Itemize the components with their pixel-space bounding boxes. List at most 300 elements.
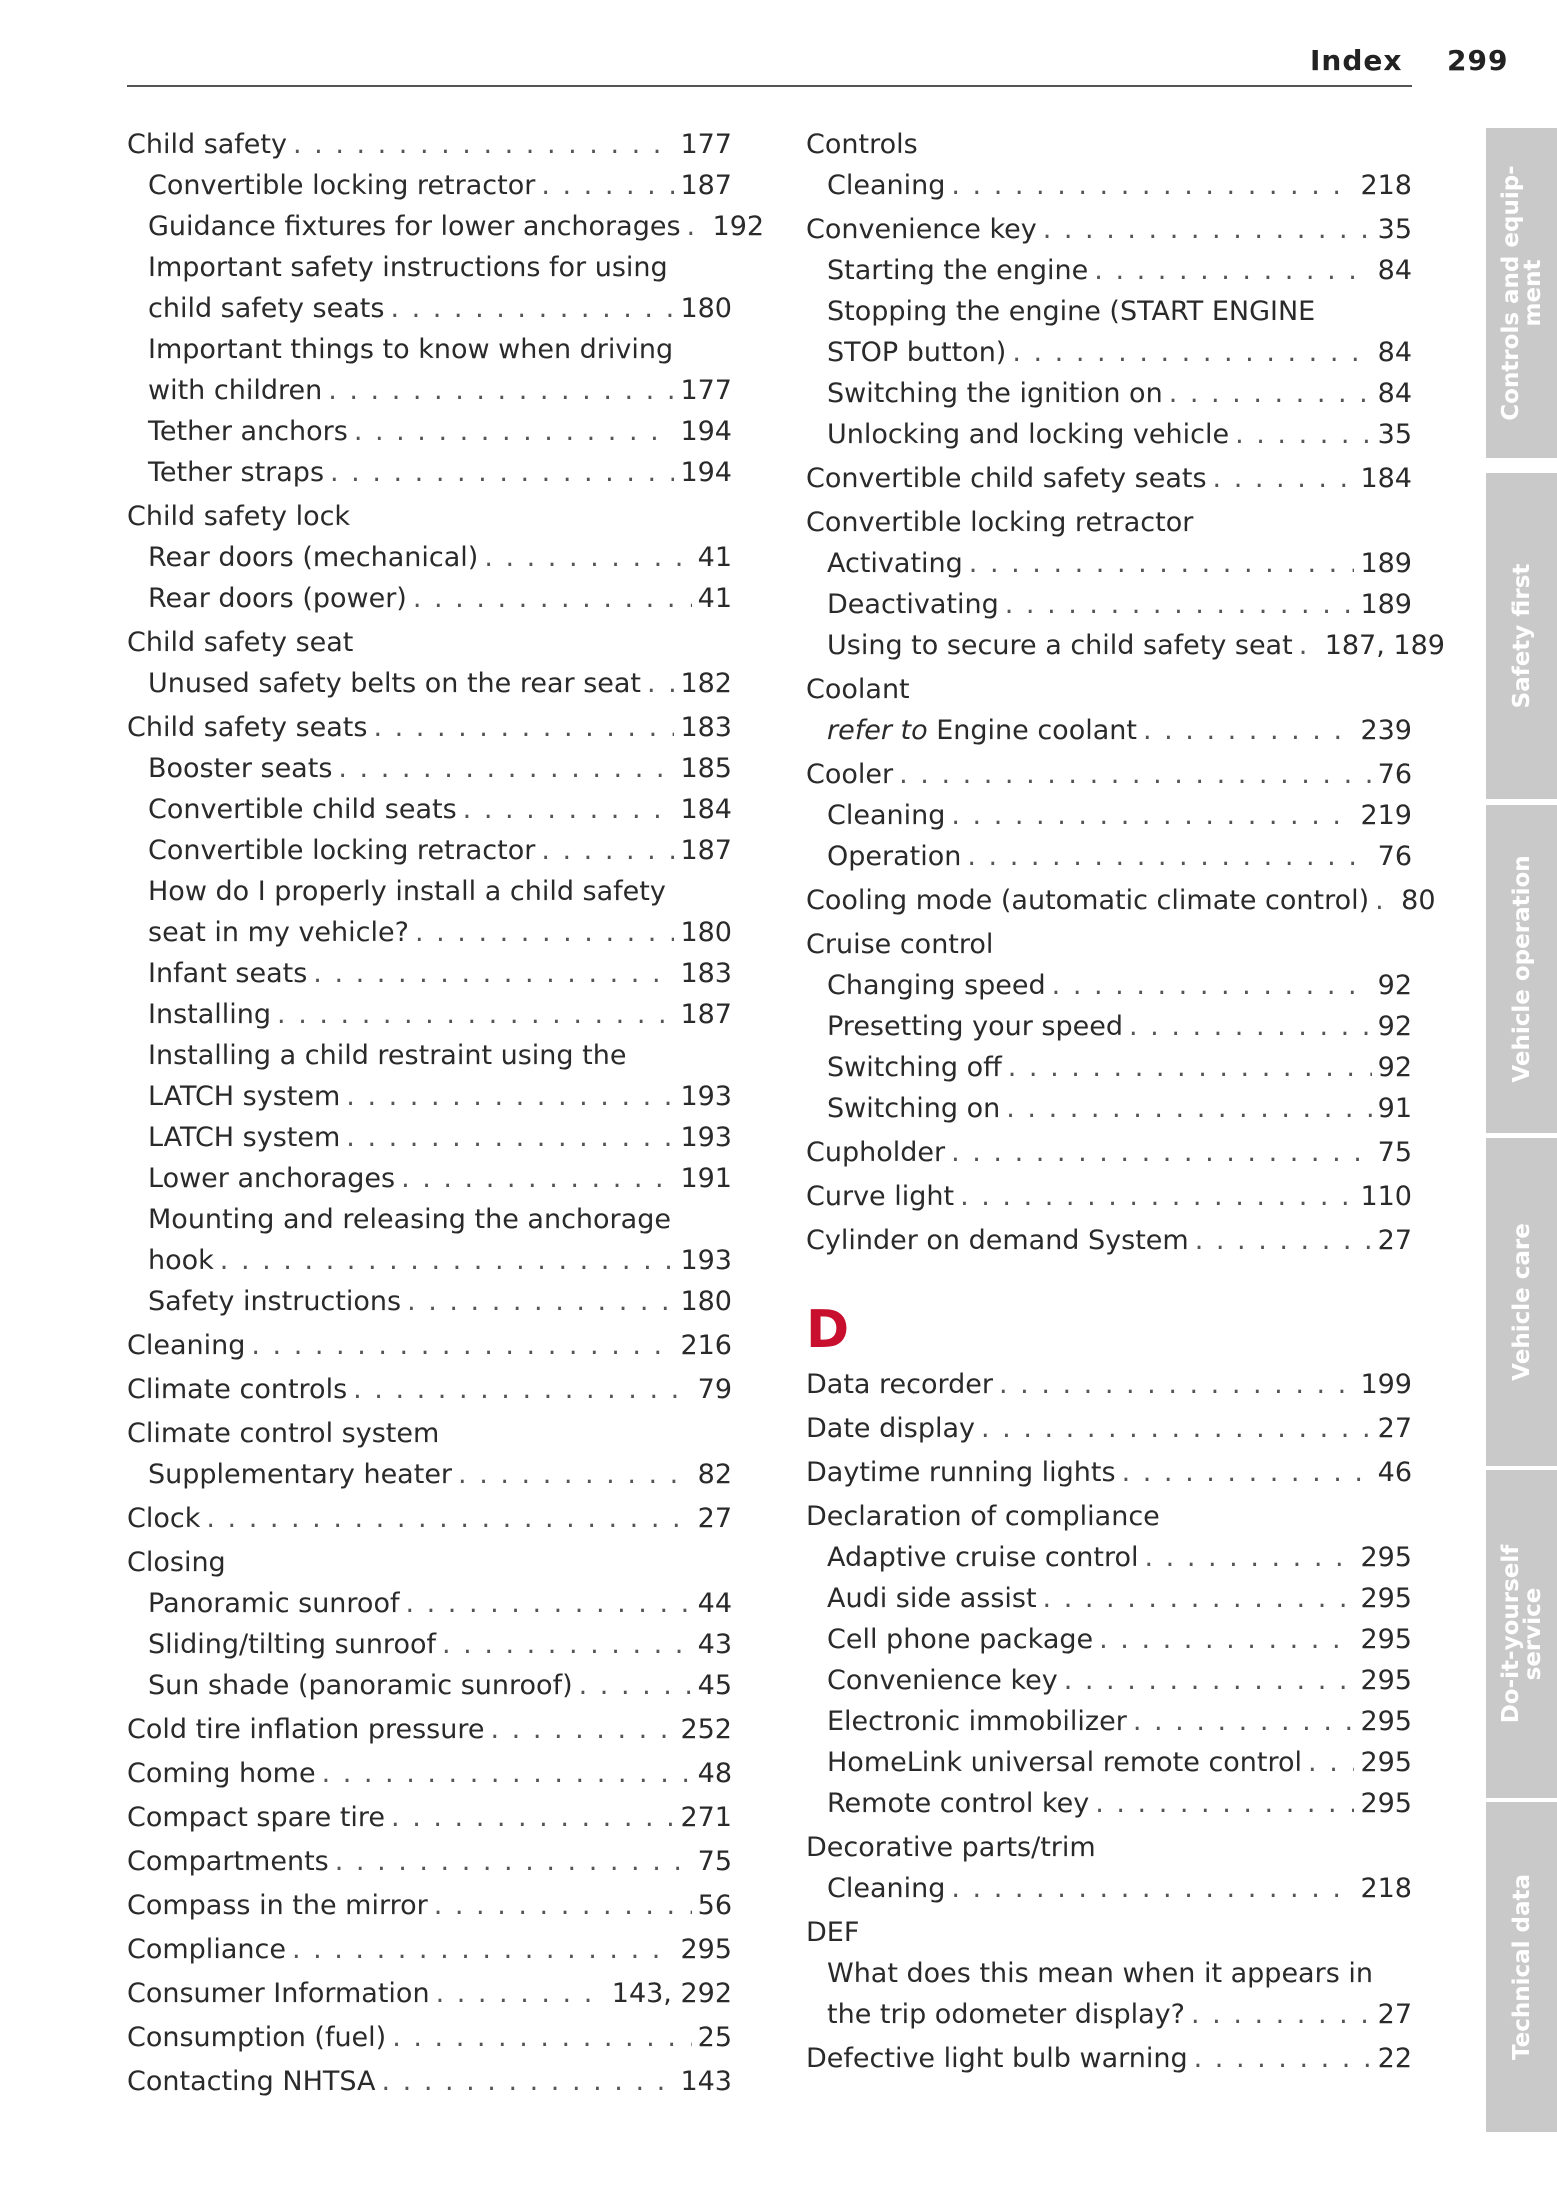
- index-subentry: [827, 374, 1412, 414]
- entry-page-number: 189: [1360, 589, 1412, 620]
- index-subentry: [827, 1784, 1412, 1824]
- leader-dots: [1194, 2039, 1372, 2079]
- index-entry: [127, 1326, 732, 1366]
- leader-dots: [292, 1930, 675, 1970]
- leader-dots: [969, 544, 1355, 584]
- index-entry: [127, 1710, 732, 1750]
- entry-text: LATCH system: [148, 1081, 341, 1112]
- entry-page-number: 180: [680, 1286, 732, 1317]
- leader-dots: [346, 1077, 674, 1117]
- entry-page-number: 84: [1377, 378, 1412, 409]
- entry-text: Infant seats: [148, 958, 308, 989]
- leader-dots: [381, 2062, 674, 2102]
- entry-page-number: 199: [1360, 1369, 1412, 1400]
- index-entry: [127, 1543, 732, 1583]
- entry-page-number: 184: [680, 794, 732, 825]
- index-entry: [806, 670, 1412, 710]
- index-entry: [806, 1453, 1412, 1493]
- entry-text: Coolant: [806, 674, 910, 705]
- leader-dots: [1143, 711, 1354, 751]
- entry-text: Climate controls: [127, 1374, 348, 1405]
- leader-dots: [1195, 1221, 1372, 1261]
- leader-dots: [541, 831, 674, 871]
- leader-dots: [1235, 415, 1372, 455]
- leader-dots: [251, 1326, 674, 1366]
- entry-page-number: 92: [1377, 1052, 1412, 1083]
- entry-text: Rear doors (mechanical): [148, 542, 479, 573]
- entry-page-number: 91: [1377, 1093, 1412, 1124]
- index-entry: [806, 1497, 1412, 1537]
- entry-text: Electronic immobilizer: [827, 1706, 1127, 1737]
- entry-text: Cleaning: [127, 1330, 246, 1361]
- entry-text: Climate control system: [127, 1418, 440, 1449]
- entry-text: Consumption (fuel): [127, 2022, 387, 2053]
- leader-dots: [373, 708, 674, 748]
- entry-page-number: 76: [1377, 759, 1412, 790]
- entry-text: Sliding/tilting sunroof: [148, 1629, 436, 1660]
- leader-dots: [1299, 626, 1319, 666]
- entry-text: Decorative parts/trim: [806, 1832, 1096, 1863]
- entry-text: hook: [148, 1245, 214, 1276]
- entry-page-number: 187, 189: [1324, 630, 1445, 661]
- index-entry: [127, 1370, 732, 1410]
- entry-text: Remote control key: [827, 1788, 1090, 1819]
- entry-text: Installing a child restraint using the: [148, 1040, 627, 1071]
- index-entry: [806, 1913, 1412, 1953]
- entry-page-number: 295: [1360, 1624, 1412, 1655]
- entry-text: Curve light: [806, 1181, 955, 1212]
- entry-page-number: 194: [680, 457, 732, 488]
- leader-dots: [951, 1869, 1354, 1909]
- entry-page-number: 27: [1377, 1225, 1412, 1256]
- entry-page-number: 75: [1377, 1137, 1412, 1168]
- entry-text: HomeLink universal remote control: [827, 1747, 1303, 1778]
- index-entry: [127, 2018, 732, 2058]
- index-entry: [806, 503, 1412, 543]
- entry-text: Operation: [827, 841, 962, 872]
- index-subentry: [827, 1048, 1412, 1088]
- entry-page-number: 295: [1360, 1665, 1412, 1696]
- entry-text: Cooler: [806, 759, 894, 790]
- index-subentry: [148, 749, 732, 789]
- entry-text: Consumer Information: [127, 1978, 430, 2009]
- leader-dots: [293, 125, 674, 165]
- entry-text: Presetting your speed: [827, 1011, 1123, 1042]
- entry-page-number: 41: [697, 583, 732, 614]
- entry-text: Compliance: [127, 1934, 286, 1965]
- entry-page-number: 84: [1377, 337, 1412, 368]
- index-subentry: [148, 1241, 732, 1281]
- entry-text: Daytime running lights: [806, 1457, 1116, 1488]
- index-subentry: [827, 166, 1412, 206]
- entry-text: Cell phone package: [827, 1624, 1094, 1655]
- chapter-tab-label-line1: Vehicle operation: [1508, 855, 1535, 1083]
- entry-text: LATCH system: [148, 1122, 341, 1153]
- entry-text: Cold tire inflation pressure: [127, 1714, 485, 1745]
- index-subentry: [827, 1579, 1412, 1619]
- entry-text: seat in my vehicle?: [148, 917, 409, 948]
- entry-text: How do I properly install a child safety: [148, 876, 666, 907]
- entry-page-number: 92: [1377, 970, 1412, 1001]
- index-subentry: [827, 292, 1412, 332]
- entry-page-number: 80: [1401, 885, 1436, 916]
- index-subentry: [827, 544, 1412, 584]
- leader-dots: [346, 1118, 674, 1158]
- leader-dots: [390, 289, 674, 329]
- chapter-tab-label: [1508, 563, 1535, 709]
- leader-dots: [1006, 1089, 1371, 1129]
- leader-dots: [407, 1282, 674, 1322]
- leader-dots: [330, 453, 674, 493]
- entry-page-number: 193: [680, 1122, 732, 1153]
- leader-dots: [1122, 1453, 1372, 1493]
- entry-text: Switching off: [827, 1052, 1002, 1083]
- chapter-tab-label: [1508, 1223, 1535, 1381]
- leader-dots: [335, 1842, 692, 1882]
- entry-page-number: 27: [1377, 1999, 1412, 2030]
- entry-page-number: 194: [680, 416, 732, 447]
- entry-page-number: 252: [680, 1714, 732, 1745]
- entry-page-number: 45: [697, 1670, 732, 1701]
- leader-dots: [401, 1159, 674, 1199]
- entry-text: Child safety seats: [127, 712, 368, 743]
- entry-text: Panoramic sunroof: [148, 1588, 400, 1619]
- index-subentry: [148, 954, 732, 994]
- entry-text: Child safety: [127, 129, 287, 160]
- entry-text: Convenience key: [806, 214, 1037, 245]
- index-subentry: [148, 1584, 732, 1624]
- entry-page-number: 56: [697, 1890, 732, 1921]
- entry-text: Tether straps: [148, 457, 325, 488]
- entry-text: Starting the engine: [827, 255, 1089, 286]
- entry-page-number: 295: [1360, 1747, 1412, 1778]
- entry-text: Stopping the engine (START ENGINE: [827, 296, 1316, 327]
- index-subentry: [148, 790, 732, 830]
- leader-dots: [687, 207, 707, 247]
- index-entry: [127, 2062, 732, 2102]
- leader-dots: [328, 371, 674, 411]
- entry-text: Activating: [827, 548, 963, 579]
- entry-page-number: 218: [1360, 1873, 1412, 1904]
- leader-dots: [442, 1625, 692, 1665]
- entry-text: Adaptive cruise control: [827, 1542, 1139, 1573]
- leader-dots: [1145, 1538, 1355, 1578]
- chapter-tab: [1486, 128, 1557, 458]
- entry-text: Using to secure a child safety seat: [827, 630, 1293, 661]
- index-subentry: [827, 1869, 1412, 1909]
- index-subentry: [827, 711, 1412, 751]
- index-subentry: [827, 333, 1412, 373]
- index-subentry: [827, 415, 1412, 455]
- entry-text: Tether anchors: [148, 416, 348, 447]
- leader-dots: [1095, 1784, 1354, 1824]
- index-entry: [127, 1930, 732, 1970]
- leader-dots: [1169, 374, 1372, 414]
- leader-dots: [1094, 251, 1371, 291]
- chapter-tab-label: [1497, 1544, 1546, 1724]
- chapter-tab: [1486, 1470, 1557, 1798]
- chapter-tab-label: [1508, 855, 1535, 1083]
- entry-text: child safety seats: [148, 293, 385, 324]
- entry-page-number: 25: [697, 2022, 732, 2053]
- entry-text: Convenience key: [827, 1665, 1058, 1696]
- index-subentry: [827, 837, 1412, 877]
- entry-page-number: 184: [1360, 463, 1412, 494]
- index-entry: [127, 125, 732, 165]
- leader-dots: [338, 749, 674, 789]
- index-subentry: [148, 1200, 732, 1240]
- index-subentry: [148, 1455, 732, 1495]
- leader-dots: [647, 664, 674, 704]
- leader-dots: [1005, 585, 1355, 625]
- index-subentry: [827, 1620, 1412, 1660]
- entry-text: Child safety lock: [127, 501, 351, 532]
- leader-dots: [434, 1886, 692, 1926]
- entry-page-number: 35: [1377, 214, 1412, 245]
- entry-text: Safety instructions: [148, 1286, 402, 1317]
- entry-text: Closing: [127, 1547, 226, 1578]
- leader-dots: [960, 1177, 1354, 1217]
- entry-page-number: 185: [680, 753, 732, 784]
- chapter-tab-label-line2: ment: [1519, 259, 1546, 327]
- index-subentry: [148, 412, 732, 452]
- entry-page-number: 35: [1377, 419, 1412, 450]
- entry-page-number: 182: [680, 668, 732, 699]
- index-entry: [127, 1798, 732, 1838]
- entry-text: Convertible child seats: [148, 794, 457, 825]
- entry-page-number: 22: [1377, 2043, 1412, 2074]
- entry-reference-prefix: refer to: [827, 715, 928, 746]
- entry-page-number: 295: [1360, 1706, 1412, 1737]
- index-subentry: [827, 1538, 1412, 1578]
- entry-page-number: 193: [680, 1081, 732, 1112]
- entry-text: Data recorder: [806, 1369, 994, 1400]
- entry-text: Unlocking and locking vehicle: [827, 419, 1230, 450]
- leader-dots: [391, 1798, 674, 1838]
- index-subentry: [148, 1282, 732, 1322]
- entry-page-number: 177: [680, 129, 732, 160]
- entry-page-number: 43: [697, 1629, 732, 1660]
- leader-dots: [220, 1241, 675, 1281]
- leader-dots: [322, 1754, 692, 1794]
- entry-page-number: 177: [680, 375, 732, 406]
- leader-dots: [999, 1365, 1354, 1405]
- entry-text: Compartments: [127, 1846, 329, 1877]
- entry-page-number: 295: [1360, 1583, 1412, 1614]
- page-number: 299: [1447, 44, 1509, 77]
- index-subentry: [827, 1661, 1412, 1701]
- entry-page-number: 295: [1360, 1542, 1412, 1573]
- index-subentry: [827, 1743, 1412, 1783]
- index-entry: [127, 1499, 732, 1539]
- entry-page-number: 48: [697, 1758, 732, 1789]
- entry-text: Child safety seat: [127, 627, 354, 658]
- chapter-tab: [1486, 1802, 1557, 2132]
- entry-text: DEF: [806, 1917, 860, 1948]
- entry-page-number: 82: [697, 1459, 732, 1490]
- entry-text: Convertible locking retractor: [148, 170, 536, 201]
- entry-text: Date display: [806, 1413, 975, 1444]
- index-entry: [127, 1886, 732, 1926]
- leader-dots: [405, 1584, 691, 1624]
- leader-dots: [413, 579, 692, 619]
- header-title: Index: [1310, 44, 1403, 77]
- index-subentry: [827, 1007, 1412, 1047]
- entry-text: Convertible locking retractor: [148, 835, 536, 866]
- entry-text: Changing speed: [827, 970, 1046, 1001]
- index-entry: [806, 1365, 1412, 1405]
- index-subentry: [827, 1702, 1412, 1742]
- index-subentry: [148, 1625, 732, 1665]
- entry-page-number: 183: [680, 712, 732, 743]
- index-subentry: [148, 371, 732, 411]
- index-entry: [127, 1414, 732, 1454]
- index-entry: [127, 1974, 732, 2014]
- index-entry: [806, 2039, 1412, 2079]
- index-entry: [806, 1828, 1412, 1868]
- leader-dots: [1129, 1007, 1372, 1047]
- entry-text: Defective light bulb warning: [806, 2043, 1188, 2074]
- index-subentry: [148, 831, 732, 871]
- index-subentry: [148, 166, 732, 206]
- chapter-tab-label-line1: Controls and equip-: [1497, 165, 1524, 421]
- index-subentry: [827, 251, 1412, 291]
- entry-text: Compass in the mirror: [127, 1890, 428, 1921]
- entry-page-number: 187: [680, 999, 732, 1030]
- entry-page-number: 218: [1360, 170, 1412, 201]
- leader-dots: [899, 755, 1372, 795]
- entry-text: Audi side assist: [827, 1583, 1037, 1614]
- entry-text: Sun shade (panoramic sunroof): [148, 1670, 573, 1701]
- index-subentry: [148, 330, 732, 370]
- leader-dots: [1052, 966, 1372, 1006]
- index-subentry: [827, 966, 1412, 1006]
- entry-text: Mounting and releasing the anchorage: [148, 1204, 671, 1235]
- leader-dots: [277, 995, 674, 1035]
- chapter-tab-label-line1: Safety first: [1508, 563, 1535, 709]
- leader-dots: [353, 1370, 692, 1410]
- entry-page-number: 271: [680, 1802, 732, 1833]
- index-subentry: [148, 579, 732, 619]
- entry-text: Cruise control: [806, 929, 994, 960]
- entry-text: Cleaning: [827, 800, 946, 831]
- index-entry: [127, 708, 732, 748]
- chapter-tab: [1486, 473, 1557, 799]
- entry-text: Cleaning: [827, 170, 946, 201]
- leader-dots: [1099, 1620, 1354, 1660]
- entry-text: Coming home: [127, 1758, 316, 1789]
- index-subentry: [148, 1077, 732, 1117]
- index-subentry: [827, 1089, 1412, 1129]
- entry-text: What does this mean when it appears in: [827, 1958, 1373, 1989]
- index-entry: [127, 623, 732, 663]
- leader-dots: [541, 166, 674, 206]
- index-subentry: [148, 207, 765, 247]
- leader-dots: [1375, 881, 1395, 921]
- entry-text: Guidance fixtures for lower anchorages: [148, 211, 681, 242]
- index-subentry: [148, 995, 732, 1035]
- entry-page-number: 187: [680, 835, 732, 866]
- entry-page-number: 216: [680, 1330, 732, 1361]
- index-subentry: [148, 453, 732, 493]
- entry-page-number: 239: [1360, 715, 1412, 746]
- chapter-tab-label: [1497, 165, 1546, 421]
- chapter-tab: [1486, 1138, 1557, 1466]
- leader-dots: [1133, 1702, 1355, 1742]
- leader-dots: [354, 412, 675, 452]
- index-entry: [806, 1221, 1412, 1261]
- index-entry: [806, 1409, 1412, 1449]
- entry-page-number: 187: [680, 170, 732, 201]
- index-subentry: [827, 1995, 1412, 2035]
- entry-text: Booster seats: [148, 753, 333, 784]
- index-subentry: [148, 1666, 732, 1706]
- entry-text: Compact spare tire: [127, 1802, 386, 1833]
- entry-page-number: 92: [1377, 1011, 1412, 1042]
- entry-text: Important safety instructions for using: [148, 252, 668, 283]
- entry-text: Declaration of compliance: [806, 1501, 1160, 1532]
- leader-dots: [1008, 1048, 1372, 1088]
- leader-dots: [1191, 1995, 1372, 2035]
- leader-dots: [951, 1133, 1372, 1173]
- entry-text: Cylinder on demand System: [806, 1225, 1189, 1256]
- entry-text: Switching on: [827, 1093, 1001, 1124]
- entry-text: Convertible child safety seats: [806, 463, 1207, 494]
- entry-page-number: 27: [1377, 1413, 1412, 1444]
- entry-text: Cooling mode (automatic climate control): [806, 885, 1370, 916]
- section-letter: D: [806, 1300, 850, 1360]
- index-subentry: [148, 1118, 732, 1158]
- entry-reference-target: Engine coolant: [936, 715, 1137, 746]
- entry-page-number: 143, 292: [611, 1978, 732, 2009]
- entry-page-number: 41: [697, 542, 732, 573]
- chapter-tab: [1486, 805, 1557, 1133]
- index-entry: [127, 497, 732, 537]
- index-entry: [806, 925, 1412, 965]
- leader-dots: [415, 913, 675, 953]
- entry-page-number: 143: [680, 2066, 732, 2097]
- index-entry: [806, 459, 1412, 499]
- entry-text: Cupholder: [806, 1137, 946, 1168]
- entry-page-number: 191: [680, 1163, 732, 1194]
- chapter-tab-label-line1: Vehicle care: [1508, 1223, 1535, 1381]
- entry-page-number: 46: [1377, 1457, 1412, 1488]
- leader-dots: [490, 1710, 674, 1750]
- entry-text: Clock: [127, 1503, 201, 1534]
- index-subentry: [827, 585, 1412, 625]
- entry-text: [827, 711, 1137, 751]
- index-subentry: [827, 626, 1445, 666]
- entry-text: Supplementary heater: [148, 1459, 453, 1490]
- index-subentry: [148, 538, 732, 578]
- entry-text: Important things to know when driving: [148, 334, 674, 365]
- leader-dots: [463, 790, 675, 830]
- entry-page-number: 219: [1360, 800, 1412, 831]
- entry-page-number: 84: [1377, 255, 1412, 286]
- entry-page-number: 193: [680, 1245, 732, 1276]
- index-subentry: [148, 664, 732, 704]
- leader-dots: [436, 1974, 606, 2014]
- entry-page-number: 189: [1360, 548, 1412, 579]
- entry-text: STOP button): [827, 337, 1007, 368]
- leader-dots: [206, 1499, 691, 1539]
- entry-text: Unused safety belts on the rear seat: [148, 668, 642, 699]
- entry-page-number: 76: [1377, 841, 1412, 872]
- index-subentry: [827, 796, 1412, 836]
- index-subentry: [148, 913, 732, 953]
- chapter-tab-label-line2: service: [1519, 1587, 1546, 1681]
- entry-text: with children: [148, 375, 323, 406]
